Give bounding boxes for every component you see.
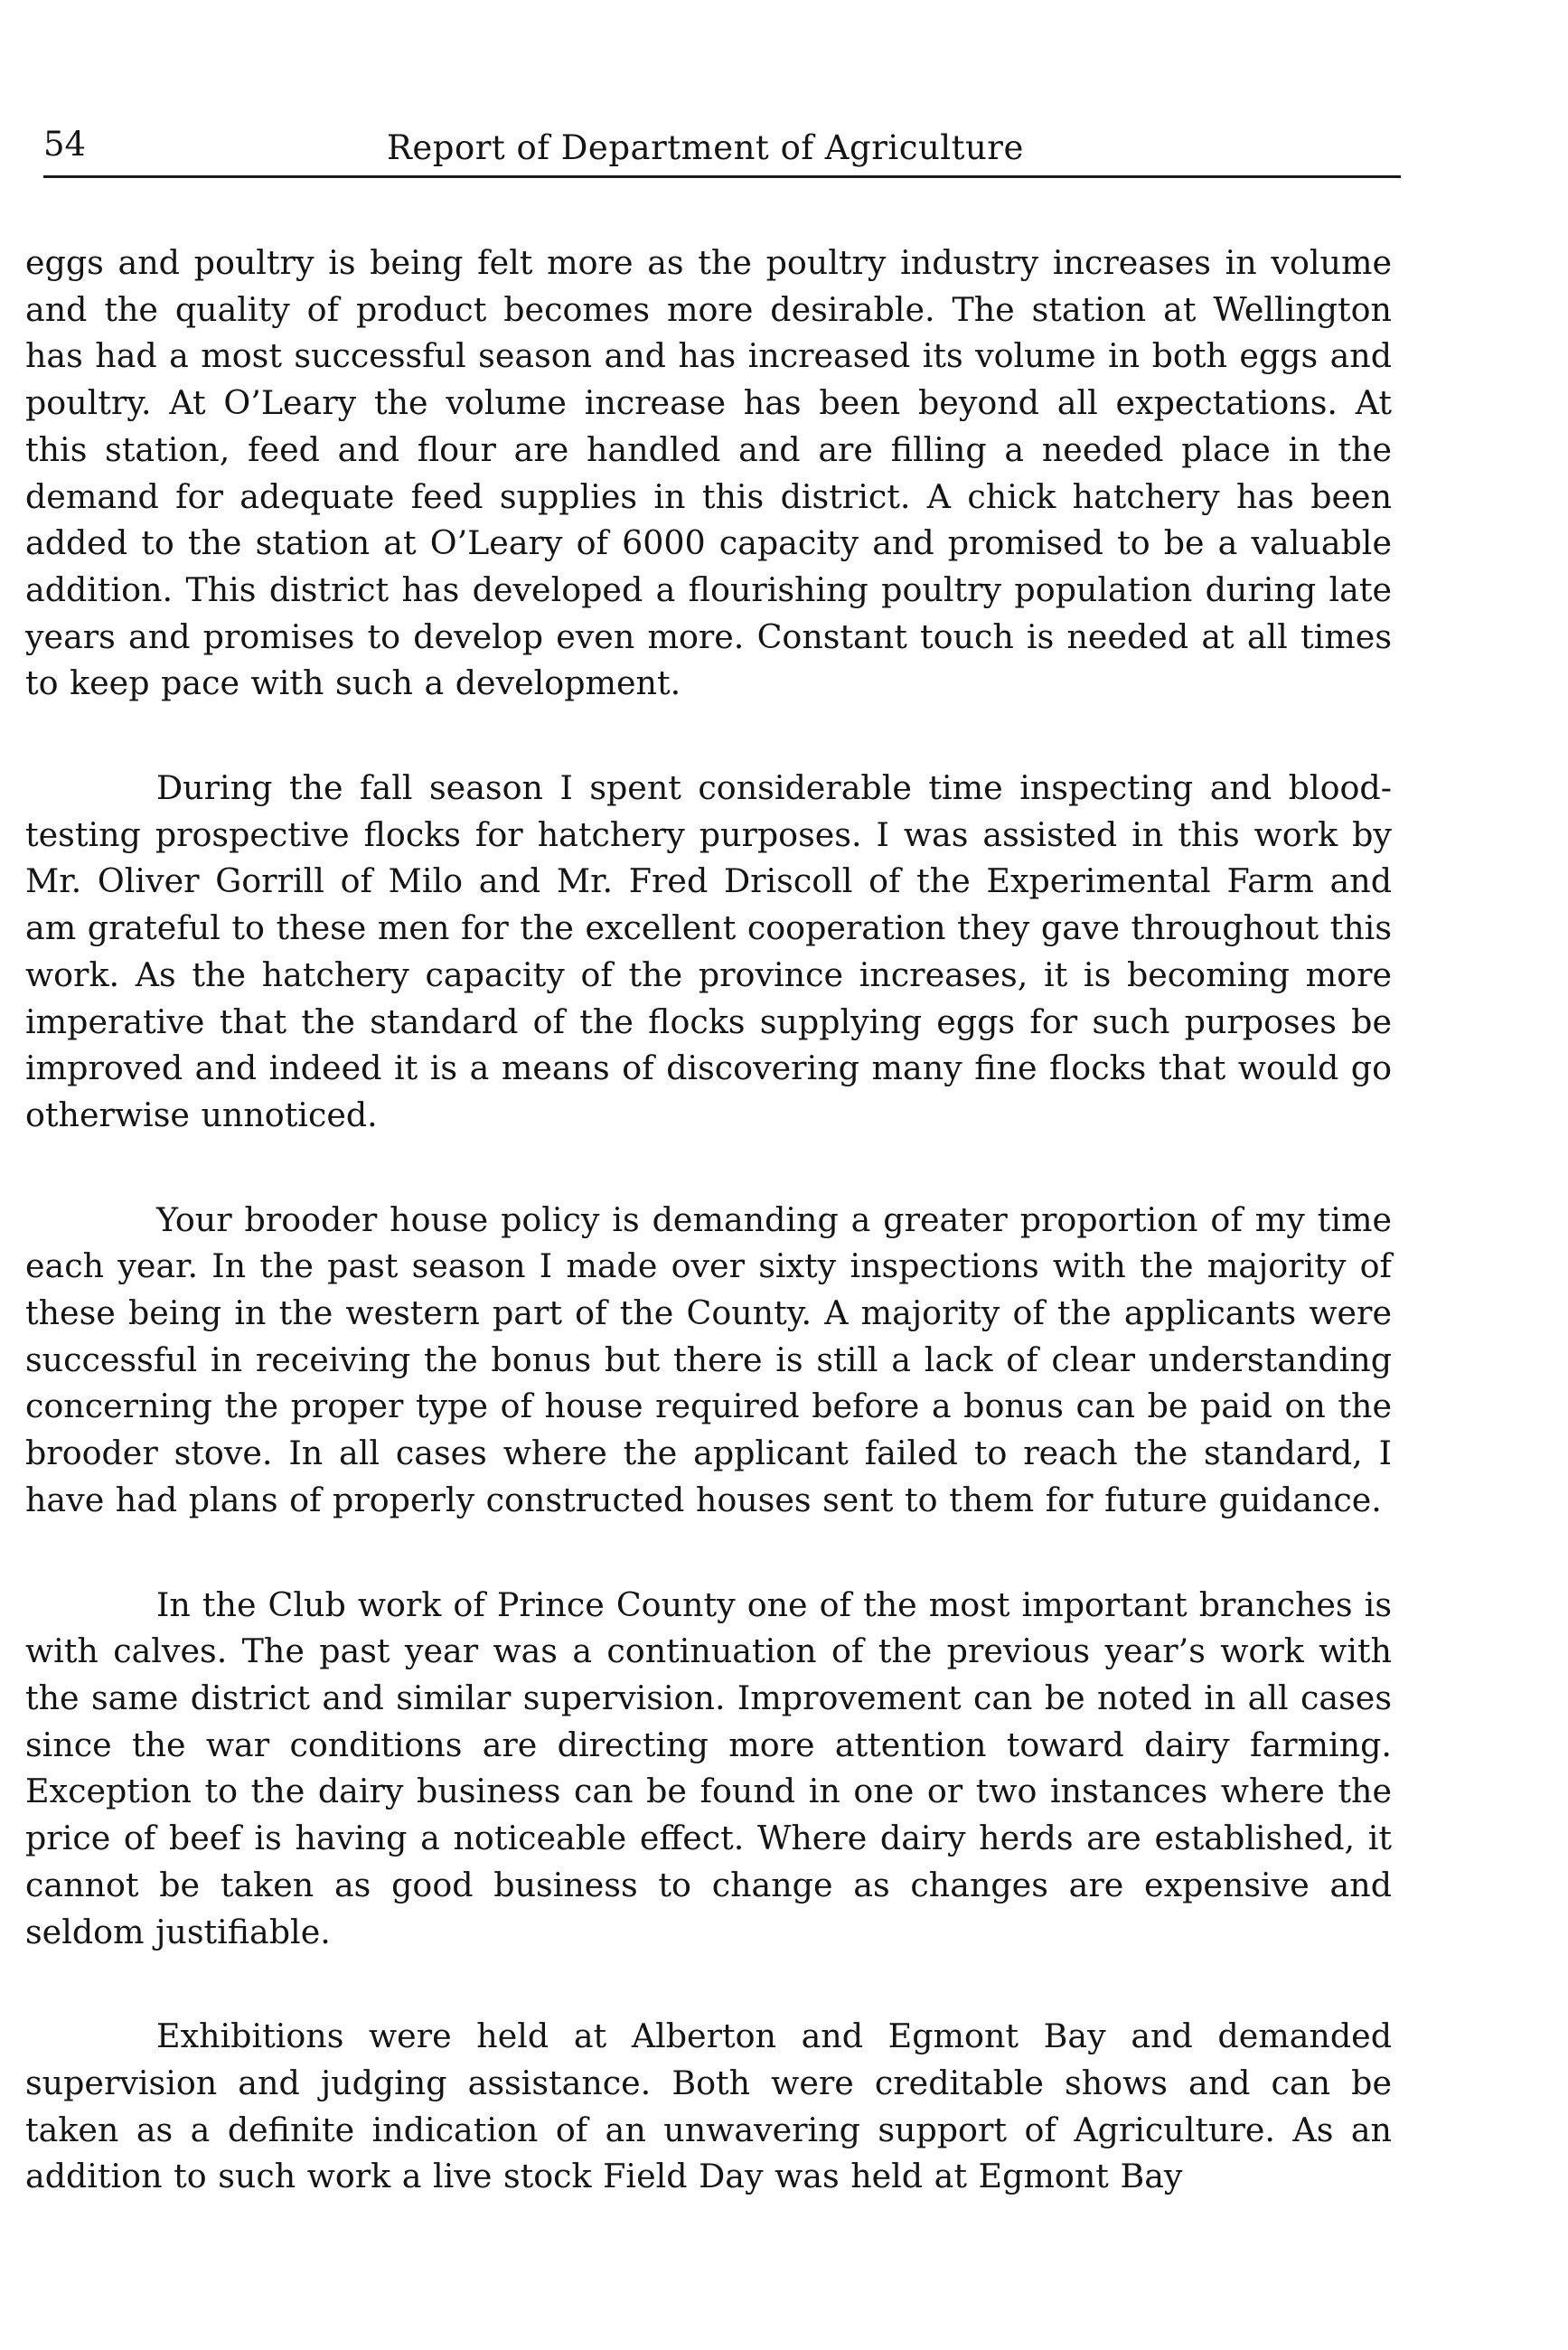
paragraph-spacer — [25, 707, 1392, 765]
page-number: 54 — [43, 125, 87, 164]
paragraph-brooder-policy: Your brooder house policy is demanding a greater proportion of my time each year. In the past season I made over sixty inspections with the majority of these being in the western part of the County. A majority of the applicants were successful in receiving the bonus but there is still a lack of clear understanding concerning the proper type of house required before a bonus can be paid on the brooder stove. In all cases where the applicant failed to reach the standard, I have had plans of properly constructed houses sent to them for future guidance. — [25, 1199, 1392, 1519]
paragraph-exhibitions: Exhibitions were held at Alberton and Egmont Bay and demanded supervision and judging assistance. Both were creditable shows and can be taken as a definite indication of an unwavering support of Agriculture. As an addition to such work a live stock Field Day was held at Egmont Bay — [25, 2016, 1392, 2196]
paragraph-spacer — [25, 1955, 1392, 2013]
running-head: Report of Department of Agriculture — [387, 128, 1024, 167]
paragraph-club-work: In the Club work of Prince County one of the most important branches is with calves. The past year was a continuation of the previous year’s work with the same district and similar supervision. Improvement can be noted in all cases since the war conditions are directing more attention toward dairy farming. Exception to the dairy business can be found in one or two instances where the price of beef is having a noticeable effect. Where dairy herds are established, it cannot be taken as good business to change as changes are expensive and seldom justifiable. — [25, 1584, 1392, 1951]
page-header — [43, 116, 1401, 178]
paragraph-spacer — [25, 1524, 1392, 1582]
paragraph-flock-testing: During the fall season I spent considerable time inspecting and blood-testing prospective flocks for hatchery purposes. I was assisted in this work by Mr. Oliver Gorrill of Milo and Mr. Fred Driscoll of the Experimental Farm and am grateful to these men for the excellent cooperation they gave throughout this work. As the hatchery capacity of the province increases, it is becoming more imperative that the standard of the flocks supplying eggs for such purposes be improved and indeed it is a means of discovering many fine flocks that would go otherwise unnoticed. — [25, 768, 1392, 1134]
body-text — [25, 240, 1392, 2200]
paragraph-spacer — [25, 1139, 1392, 1197]
paragraph-poultry-stations: eggs and poultry is being felt more as the poultry industry increases in volume and the quality of product becomes more desirable. The station at Wellington has had a most successful season and has increased its volume in both eggs and poultry. At O’Leary the volume increase has been beyond all expectations. At this station, feed and flour are handled and are filling a needed place in the demand for adequate feed supplies in this district. A chick hatchery has been added to the station at O’Leary of 6000 capacity and promised to be a valuable addition. This district has developed a flourishing poultry population during late years and promises to develop even more. Constant touch is needed at all times to keep pace with such a development. — [25, 243, 1392, 703]
